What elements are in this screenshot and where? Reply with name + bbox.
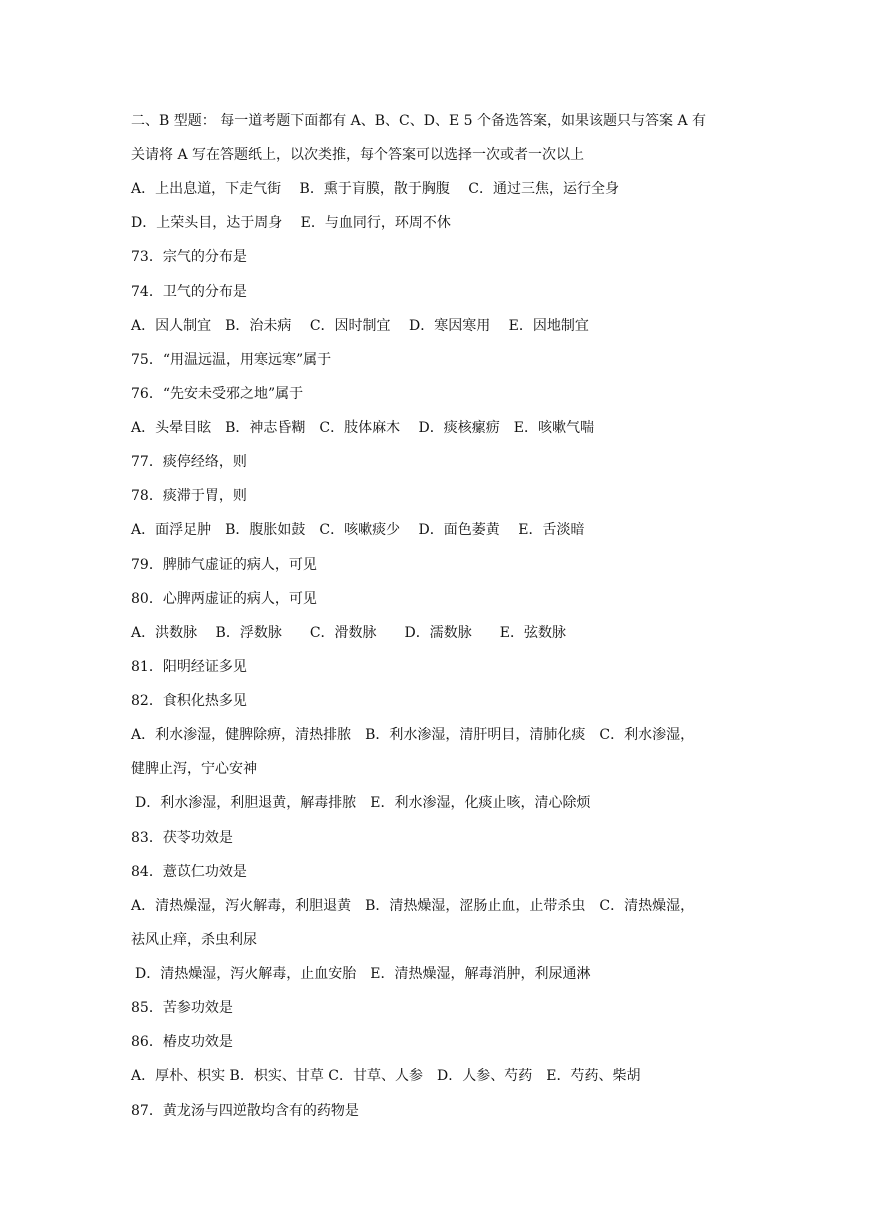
options-line: A．利水渗湿，健脾除痹，清热排脓 B．利水渗湿，清肝明目，清肺化痰 C．利水渗湿， <box>131 727 695 743</box>
options-line: A．清热燥湿，泻火解毒，利胆退黄 B．清热燥湿，涩肠止血，止带杀虫 C．清热燥湿， <box>131 898 695 914</box>
options-line: A．上出息道，下走气街 B．熏于肓膜，散于胸腹 C．通过三焦，运行全身 <box>131 181 620 197</box>
question-73: 73．宗气的分布是 <box>131 249 247 265</box>
question-78: 78．痰滞于胃，则 <box>131 488 247 504</box>
question-84: 84．薏苡仁功效是 <box>131 864 247 880</box>
options-line: A．因人制宜 B．治未病 C．因时制宜 D．寒因寒用 E．因地制宜 <box>131 318 589 334</box>
options-line: D．利水渗湿，利胆退黄，解毒排脓 E．利水渗湿，化痰止咳，清心除烦 <box>135 795 591 811</box>
options-line-continued: 健脾止泻，宁心安神 <box>131 761 257 777</box>
question-79: 79．脾肺气虚证的病人，可见 <box>131 557 317 573</box>
instruction-line-1: 二、B 型题： 每一道考题下面都有 A、B、C、D、E 5 个备选答案，如果该题只与答案 A 有 <box>131 113 707 129</box>
options-line-continued: 祛风止痒，杀虫利尿 <box>131 932 257 948</box>
instruction-line-2: 关请将 A 写在答题纸上，以次类推，每个答案可以选择一次或者一次以上 <box>131 147 585 163</box>
question-77: 77．痰停经络，则 <box>131 454 247 470</box>
options-line: A．洪数脉 B．浮数脉 C．滑数脉 D．濡数脉 E．弦数脉 <box>131 625 567 641</box>
options-line: D．清热燥湿，泻火解毒，止血安胎 E．清热燥湿，解毒消肿，利尿通淋 <box>135 966 591 982</box>
question-75: 75．“用温远温，用寒远寒”属于 <box>131 352 332 368</box>
question-82: 82．食积化热多见 <box>131 693 247 709</box>
question-87: 87．黄龙汤与四逆散均含有的药物是 <box>131 1103 359 1119</box>
question-83: 83．茯苓功效是 <box>131 830 233 846</box>
options-line: A．面浮足肿 B．腹胀如鼓 C．咳嗽痰少 D．面色萎黄 E．舌淡暗 <box>131 522 585 538</box>
question-76: 76．“先安未受邪之地”属于 <box>131 386 304 402</box>
options-line: D．上荣头目，达于周身 E．与血同行，环周不休 <box>131 215 451 231</box>
question-80: 80．心脾两虚证的病人，可见 <box>131 591 317 607</box>
options-line: A．厚朴、枳实 B．枳实、甘草 C．甘草、人参 D．人参、芍药 E．芍药、柴胡 <box>131 1068 641 1084</box>
question-85: 85．苦参功效是 <box>131 1000 233 1016</box>
options-line: A．头晕目眩 B．神志昏糊 C．肢体麻木 D．痰核瘰疬 E．咳嗽气喘 <box>131 420 595 436</box>
question-74: 74．卫气的分布是 <box>131 284 247 300</box>
question-81: 81．阳明经证多见 <box>131 659 247 675</box>
question-86: 86．椿皮功效是 <box>131 1034 233 1050</box>
